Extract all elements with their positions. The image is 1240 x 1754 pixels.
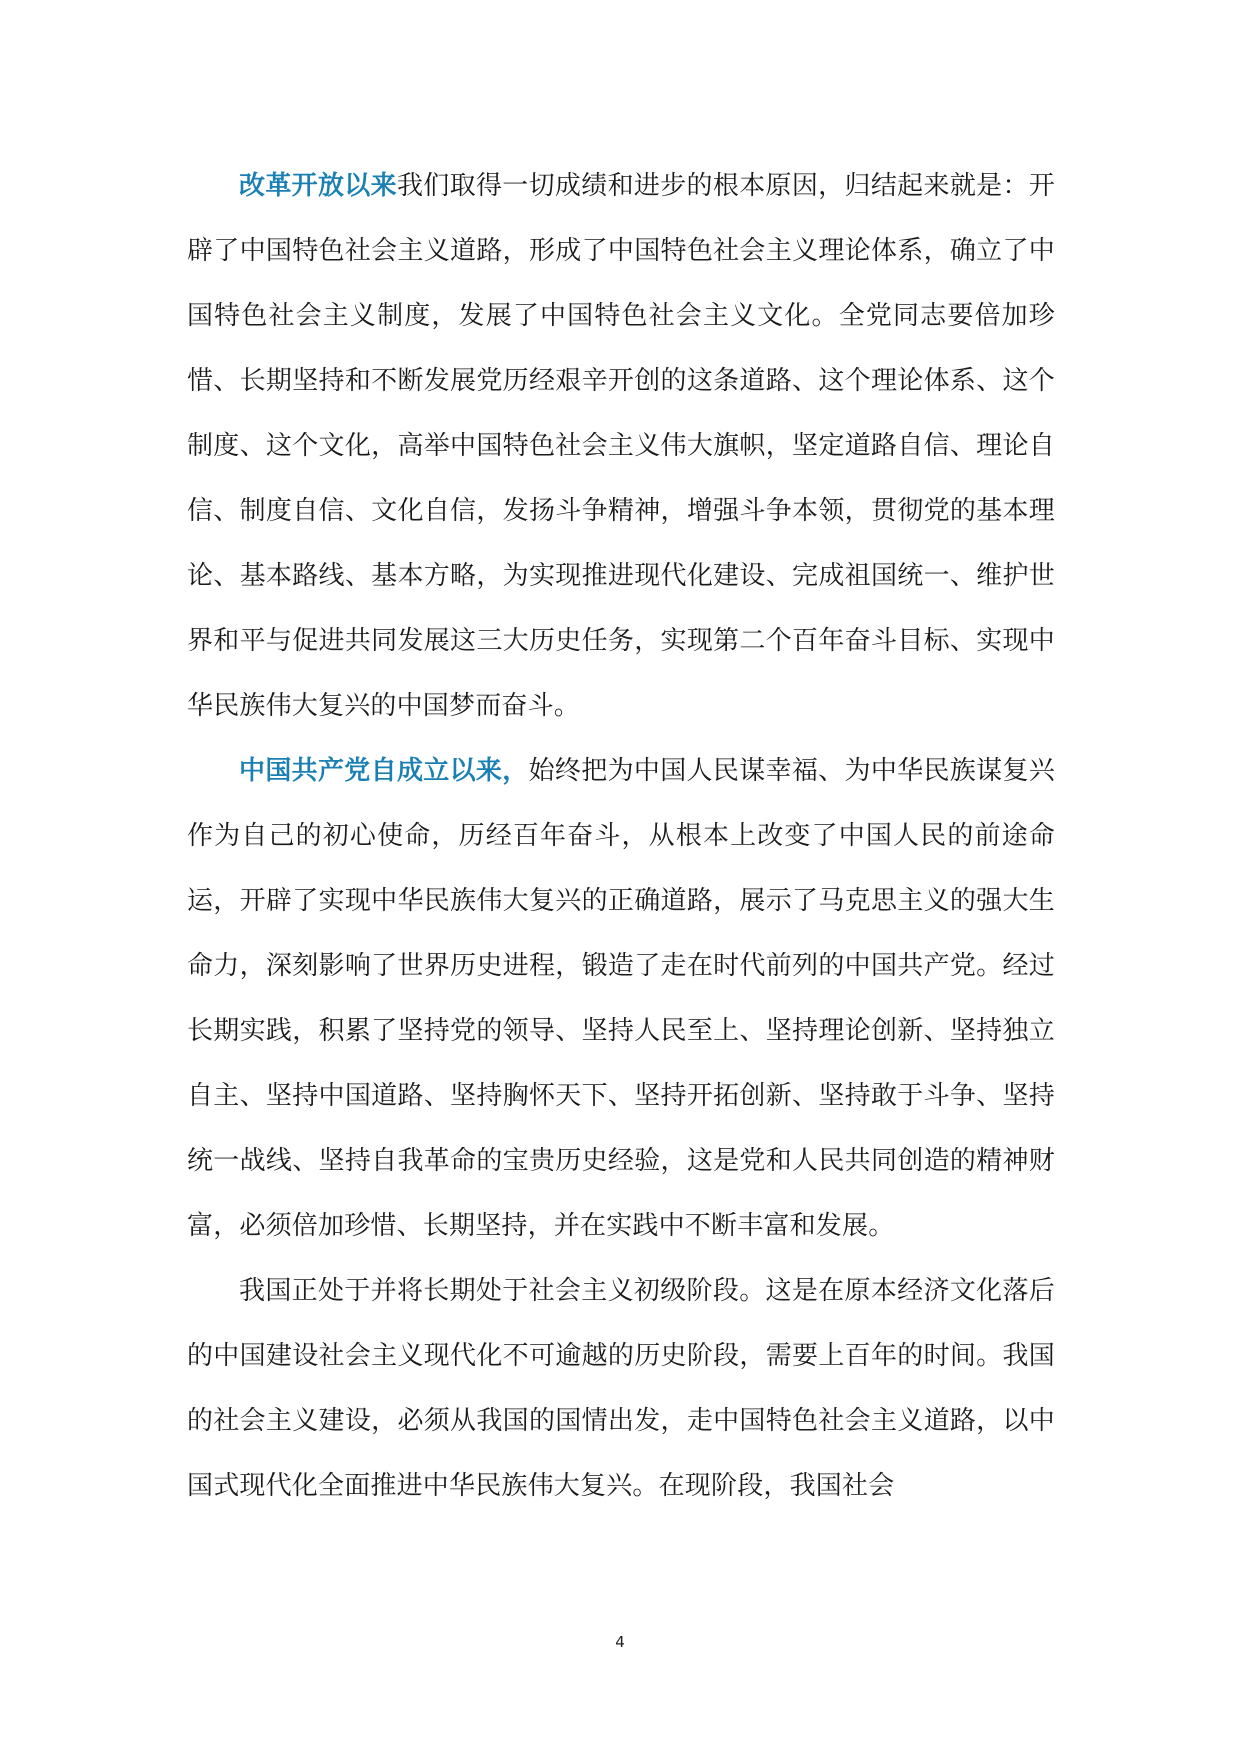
page-number: 4 bbox=[615, 1633, 625, 1651]
paragraph-1 bbox=[187, 154, 1055, 739]
document-body bbox=[187, 154, 1055, 1519]
paragraph-2 bbox=[187, 739, 1055, 1259]
paragraph-1-text: 我们取得一切成绩和进步的根本原因，归结起来就是：开辟了中国特色社会主义道路，形成了中国特色社会主义理论体系，确立了中国特色社会主义制度，发展了中国特色社会主义文化。全党同志要倍加珍惜、长期坚持和不断发展党历经艰辛开创的这条道路、这个理论体系、这个制度、这个文化，高举中国特色社会主义伟大旗帜，坚定道路自信、理论自信、制度自信、文化自信，发扬斗争精神，增强斗争本领，贯彻党的基本理论、基本路线、基本方略，为实现推进现代化建设、完成祖国统一、维护世界和平与促进共同发展这三大历史任务，实现第二个百年奋斗目标、实现中华民族伟大复兴的中国梦而奋斗。 bbox=[187, 171, 1055, 721]
paragraph-3-text: 我国正处于并将长期处于社会主义初级阶段。这是在原本经济文化落后的中国建设社会主义现代化不可逾越的历史阶段，需要上百年的时间。我国的社会主义建设，必须从我国的国情出发，走中国特色社会主义道路，以中国式现代化全面推进中华民族伟大复兴。在现阶段，我国社会 bbox=[187, 1276, 1055, 1501]
paragraph-1-lead: 改革开放以来 bbox=[239, 171, 397, 201]
paragraph-2-text: 始终把为中国人民谋幸福、为中华民族谋复兴作为自己的初心使命，历经百年奋斗，从根本上改变了中国人民的前途命运，开辟了实现中华民族伟大复兴的正确道路，展示了马克思主义的强大生命力，深刻影响了世界历史进程，锻造了走在时代前列的中国共产党。经过长期实践，积累了坚持党的领导、坚持人民至上、坚持理论创新、坚持独立自主、坚持中国道路、坚持胸怀天下、坚持开拓创新、坚持敢于斗争、坚持统一战线、坚持自我革命的宝贵历史经验，这是党和人民共同创造的精神财富，必须倍加珍惜、长期坚持，并在实践中不断丰富和发展。 bbox=[187, 756, 1055, 1241]
paragraph-2-lead: 中国共产党自成立以来， bbox=[239, 756, 529, 786]
paragraph-3 bbox=[187, 1259, 1055, 1519]
